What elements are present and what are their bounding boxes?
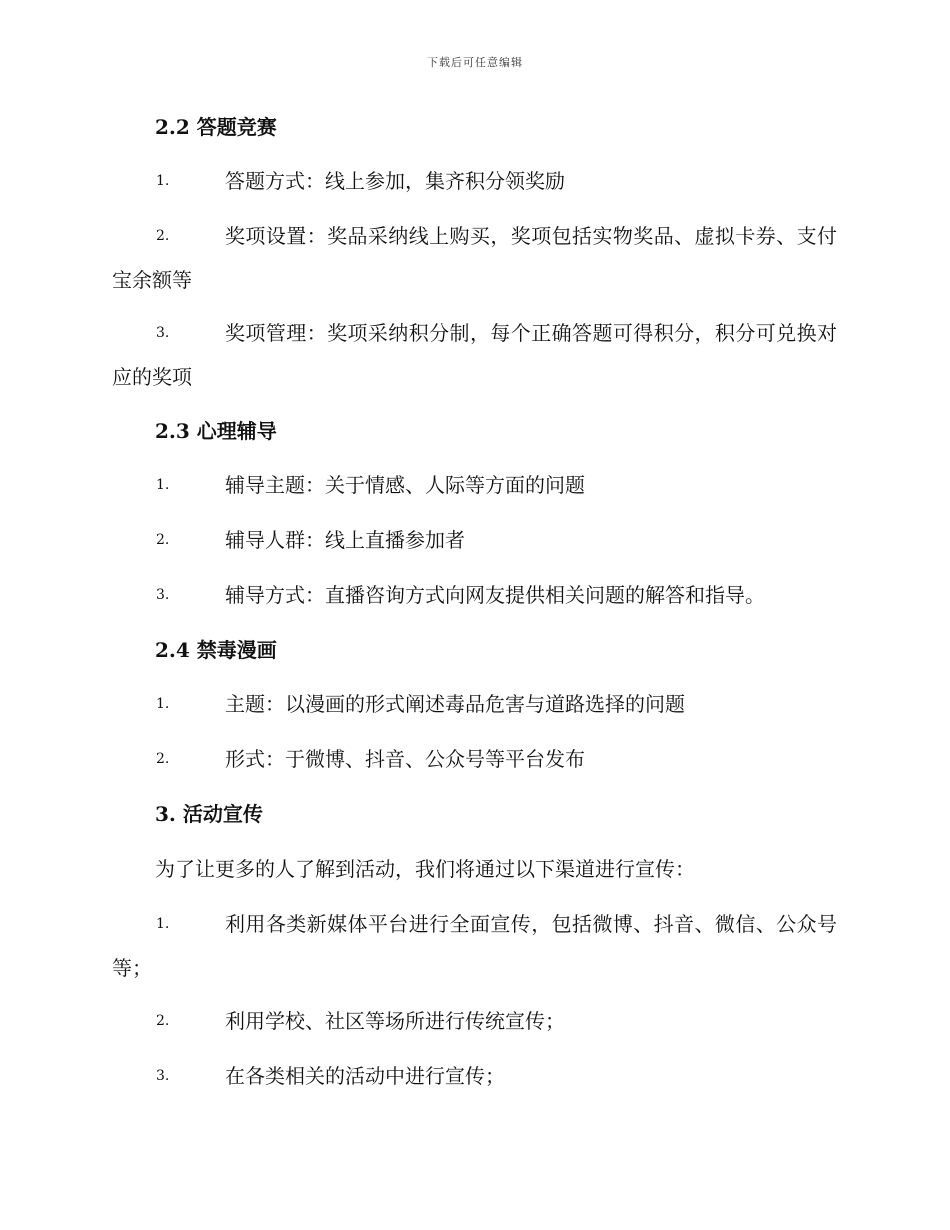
list-item	[112, 682, 837, 726]
list-item-text: 辅导方式：直播咨询方式向网友提供相关问题的解答和指导。	[225, 583, 765, 607]
section-heading-3: 3. 活动宣传	[155, 802, 263, 826]
list-item	[112, 999, 837, 1043]
list-item-number: 3.	[156, 325, 170, 341]
list-item-text: 在各类相关的活动中进行宣传；	[225, 1064, 505, 1088]
list-item-text: 辅导主题：关于情感、人际等方面的问题	[225, 473, 585, 497]
list-item	[112, 518, 837, 562]
section-heading-2-3: 2.3 心理辅导	[155, 419, 277, 443]
list-item	[112, 573, 837, 617]
list-item-number: 2.	[156, 751, 170, 767]
list-item-number: 1.	[156, 477, 170, 493]
section-intro-paragraph: 为了让更多的人了解到活动，我们将通过以下渠道进行宣传：	[155, 857, 695, 881]
list-item-text: 主题：以漫画的形式阐述毒品危害与道路选择的问题	[225, 692, 685, 716]
list-item	[112, 463, 837, 507]
list-item	[112, 902, 837, 990]
list-item	[112, 159, 837, 203]
list-item-text: 利用各类新媒体平台进行全面宣传，包括微博、抖音、微信、公众号等；	[112, 912, 837, 980]
list-item-text: 答题方式：线上参加，集齐积分领奖励	[225, 169, 565, 193]
list-item-text: 奖项管理：奖项采纳积分制，每个正确答题可得积分，积分可兑换对应的奖项	[112, 321, 837, 389]
list-item	[112, 737, 837, 781]
list-item	[112, 311, 837, 399]
list-item	[112, 214, 837, 302]
list-item-number: 1.	[156, 696, 170, 712]
list-item-text: 辅导人群：线上直播参加者	[225, 528, 465, 552]
list-item-number: 3.	[156, 587, 170, 603]
section-heading-2-2: 2.2 答题竞赛	[155, 115, 277, 139]
list-item-text: 形式：于微博、抖音、公众号等平台发布	[225, 747, 585, 771]
section-heading-2-4: 2.4 禁毒漫画	[155, 638, 277, 662]
list-item-number: 3.	[156, 1068, 170, 1084]
page-header: 下载后可任意编辑	[427, 56, 523, 69]
list-item-text: 利用学校、社区等场所进行传统宣传；	[225, 1009, 565, 1033]
list-item	[112, 1054, 837, 1098]
list-item-number: 1.	[156, 916, 170, 932]
list-item-number: 1.	[156, 173, 170, 189]
list-item-text: 奖项设置：奖品采纳线上购买，奖项包括实物奖品、虚拟卡券、支付宝余额等	[112, 224, 837, 292]
list-item-number: 2.	[156, 532, 170, 548]
list-item-number: 2.	[156, 1013, 170, 1029]
list-item-number: 2.	[156, 228, 170, 244]
